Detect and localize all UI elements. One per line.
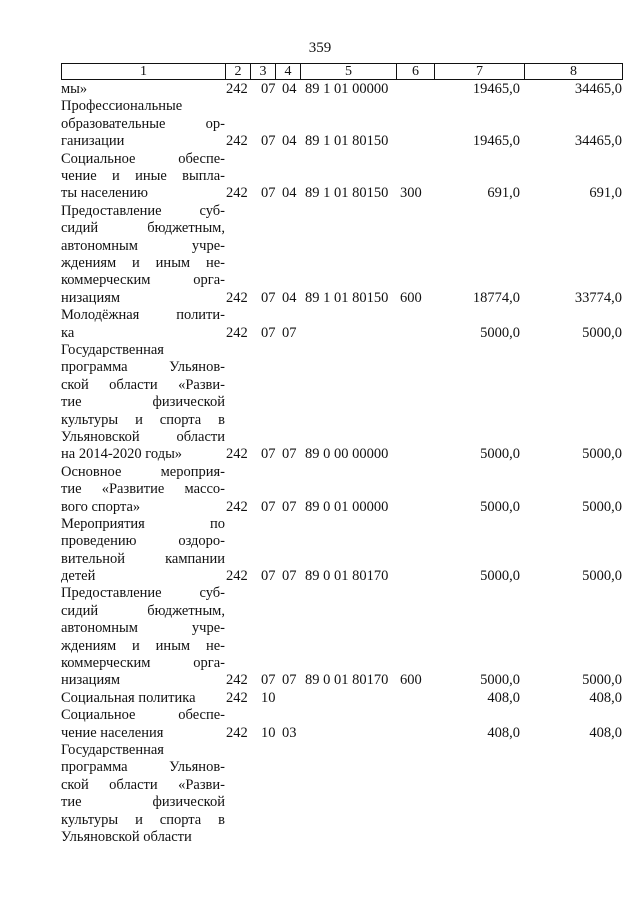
row-name-line: Мероприятия по: [61, 515, 225, 532]
row-name-line: низациям: [61, 289, 121, 306]
row-codes: [61, 725, 622, 742]
cell-expense-type: 600: [400, 672, 422, 689]
table-row: [61, 690, 622, 707]
table-row: [61, 342, 622, 464]
row-name-line: чение и иные выпла-: [61, 168, 225, 184]
cell-amount-2: 408,0: [589, 689, 622, 706]
cell-amount-1: 19465,0: [472, 133, 520, 150]
cell-subsection: 04: [282, 81, 297, 97]
cell-target-article: 89 0 00 00000: [305, 446, 389, 463]
cell-subsection: 04: [282, 289, 297, 306]
row-name-line: тие «Развитие массо-: [61, 481, 225, 498]
cell-section: 07: [261, 81, 276, 97]
row-name-line: тие физической: [61, 394, 225, 411]
row-name-line: проведению оздоро-: [61, 533, 225, 550]
row-name-line: мы»: [61, 81, 88, 97]
row-name-line: автономным учре-: [61, 237, 225, 254]
table-row: [61, 203, 622, 307]
cell-subsection: 03: [282, 724, 297, 741]
row-name-line: Основное мероприя-: [61, 463, 225, 480]
row-name-line: культуры и спорта в: [61, 411, 225, 428]
cell-amount-1: 5000,0: [480, 498, 520, 515]
cell-section: 07: [261, 498, 276, 515]
cell-section: 07: [261, 289, 276, 306]
cell-amount-2: 408,0: [589, 724, 622, 741]
row-codes: [61, 133, 622, 150]
cell-subsection: 04: [282, 133, 297, 150]
cell-section: 07: [261, 324, 276, 341]
cell-code: 242: [226, 568, 248, 585]
row-name-line: сидий бюджетным,: [61, 220, 225, 237]
cell-section: 07: [261, 672, 276, 689]
row-name-line: ской области «Разви-: [61, 376, 225, 393]
row-name-line: Государственная: [61, 742, 164, 759]
cell-target-article: 89 0 01 80170: [305, 568, 389, 585]
row-name-line: ганизации: [61, 133, 125, 150]
table-row: [61, 742, 622, 846]
row-name-line: вого спорта»: [61, 498, 141, 515]
row-name-line: программа Ульянов-: [61, 759, 225, 776]
table-row: [61, 707, 622, 742]
row-name-line: Государственная: [61, 341, 164, 358]
header-col-4: 4: [276, 64, 301, 80]
cell-amount-2: 5000,0: [582, 446, 622, 463]
cell-code: 242: [226, 289, 248, 306]
row-codes: [61, 672, 622, 689]
row-name-line: Предоставление суб-: [61, 585, 225, 602]
cell-amount-1: 408,0: [487, 689, 520, 706]
row-codes: [61, 499, 622, 516]
row-name-line: коммерческим орга-: [61, 655, 225, 672]
row-name-line: Молодёжная полити-: [61, 307, 225, 324]
cell-amount-1: 5000,0: [480, 446, 520, 463]
row-name-line: ждениям и иным не-: [61, 637, 225, 654]
row-name-line: Социальная политика: [61, 689, 196, 706]
cell-subsection: 07: [282, 446, 297, 463]
header-col-1: 1: [62, 64, 226, 80]
cell-code: 242: [226, 133, 248, 150]
row-name-line: Предоставление суб-: [61, 202, 225, 219]
header-col-6: 6: [397, 64, 435, 80]
cell-amount-2: 34465,0: [574, 133, 622, 150]
cell-code: 242: [226, 724, 248, 741]
cell-code: 242: [226, 689, 248, 706]
row-name-line: коммерческим орга-: [61, 272, 225, 289]
cell-subsection: 04: [282, 185, 297, 202]
table-body: [61, 81, 622, 846]
cell-section: 07: [261, 568, 276, 585]
row-name-line: ской области «Разви-: [61, 776, 225, 793]
cell-target-article: 89 0 01 80170: [305, 672, 389, 689]
row-name-line: на 2014-2020 годы»: [61, 446, 183, 463]
cell-amount-1: 691,0: [487, 185, 520, 202]
cell-amount-2: 34465,0: [574, 81, 622, 97]
cell-amount-1: 5000,0: [480, 324, 520, 341]
cell-section: 10: [261, 689, 276, 706]
cell-code: 242: [226, 446, 248, 463]
header-col-3: 3: [251, 64, 276, 80]
cell-subsection: 07: [282, 498, 297, 515]
cell-amount-2: 5000,0: [582, 324, 622, 341]
cell-amount-1: 5000,0: [480, 568, 520, 585]
row-name-line: Ульяновской области: [61, 829, 192, 846]
page-number: 359: [308, 40, 332, 56]
row-codes: [61, 325, 622, 342]
cell-target-article: 89 1 01 80150: [305, 185, 389, 202]
row-name-line: культуры и спорта в: [61, 811, 225, 828]
cell-code: 242: [226, 81, 248, 97]
header-col-2: 2: [226, 64, 251, 80]
cell-amount-2: 5000,0: [582, 672, 622, 689]
cell-target-article: 89 0 01 00000: [305, 498, 389, 515]
cell-amount-1: 5000,0: [480, 672, 520, 689]
row-name-line: сидий бюджетным,: [61, 602, 225, 619]
row-name-line: Профессиональные: [61, 98, 183, 115]
cell-amount-2: 691,0: [589, 185, 622, 202]
table-row: [61, 464, 622, 516]
row-name-line: Ульяновской области: [61, 428, 225, 445]
cell-subsection: 07: [282, 672, 297, 689]
table-row: [61, 81, 622, 98]
row-codes: [61, 446, 622, 463]
row-name-line: Социальное обеспе-: [61, 707, 225, 724]
table-row: [61, 307, 622, 342]
row-codes: [61, 829, 622, 846]
cell-subsection: 07: [282, 568, 297, 585]
row-name-line: вительной кампании: [61, 550, 225, 567]
cell-section: 07: [261, 185, 276, 202]
cell-section: 07: [261, 133, 276, 150]
row-name-line: ждениям и иным не-: [61, 254, 225, 271]
cell-amount-2: 5000,0: [582, 568, 622, 585]
cell-section: 07: [261, 446, 276, 463]
row-name-line: тие физической: [61, 794, 225, 811]
row-name-line: ка: [61, 324, 75, 341]
cell-section: 10: [261, 724, 276, 741]
cell-code: 242: [226, 498, 248, 515]
row-name-line: детей: [61, 568, 96, 585]
header-col-8: 8: [525, 64, 623, 80]
row-name-line: автономным учре-: [61, 620, 225, 637]
table-row: [61, 98, 622, 150]
row-codes: [61, 81, 622, 98]
table-row: [61, 516, 622, 586]
row-name-line: ты населению: [61, 185, 148, 202]
row-name-line: чение населения: [61, 724, 164, 741]
cell-code: 242: [226, 324, 248, 341]
row-name-line: образовательные ор-: [61, 115, 225, 132]
table-row: [61, 151, 622, 203]
cell-amount-2: 33774,0: [574, 289, 622, 306]
cell-target-article: 89 1 01 80150: [305, 133, 389, 150]
header-col-5: 5: [301, 64, 397, 80]
cell-amount-1: 408,0: [487, 724, 520, 741]
cell-target-article: 89 1 01 80150: [305, 289, 389, 306]
row-codes: [61, 690, 622, 707]
cell-code: 242: [226, 672, 248, 689]
row-name-line: низациям: [61, 672, 121, 689]
cell-expense-type: 600: [400, 289, 422, 306]
cell-amount-1: 19465,0: [472, 81, 520, 97]
row-codes: [61, 290, 622, 307]
cell-subsection: 07: [282, 324, 297, 341]
cell-target-article: 89 1 01 00000: [305, 81, 389, 97]
header-col-7: 7: [435, 64, 525, 80]
cell-amount-1: 18774,0: [472, 289, 520, 306]
row-name-line: программа Ульянов-: [61, 359, 225, 376]
cell-expense-type: 300: [400, 185, 422, 202]
cell-code: 242: [226, 185, 248, 202]
table-row: [61, 585, 622, 689]
row-codes: [61, 185, 622, 202]
table-header: [61, 63, 623, 80]
cell-amount-2: 5000,0: [582, 498, 622, 515]
row-codes: [61, 568, 622, 585]
row-name-line: Социальное обеспе-: [61, 150, 225, 167]
